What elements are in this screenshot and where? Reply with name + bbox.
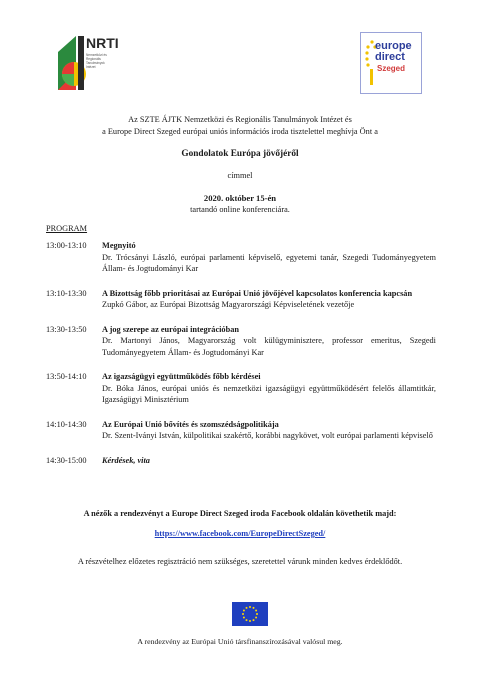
- intro-text: [30, 114, 450, 138]
- intro-line-2: a Europe Direct Szeged európai uniós információs iroda tisztelettel meghívja Önt a: [102, 127, 378, 136]
- agenda-item: [46, 324, 436, 359]
- agenda-topic: Az igazságügyi együttműködés főbb kérdései: [102, 372, 261, 381]
- event-title: Gondolatok Európa jövőjéről: [181, 149, 299, 159]
- agenda-time: 13:00-13:10: [46, 241, 87, 250]
- agenda-item: [46, 455, 436, 467]
- program-heading: PROGRAM: [46, 224, 88, 233]
- agenda-topic: Megnyitó: [102, 241, 136, 250]
- nrti-wordmark: NRTI: [86, 35, 119, 51]
- agenda-topic: A Bizottság főbb prioritásai az Európai Unió jövőjével kapcsolatos konferencia kapcsán: [102, 288, 413, 298]
- agenda-list: [46, 240, 436, 479]
- svg-text:Tanulmányok: Tanulmányok: [86, 61, 105, 65]
- agenda-time: 13:50-14:10: [46, 372, 87, 381]
- event-subtitle: címmel: [227, 171, 253, 180]
- registration-note: A részvételhez előzetes regisztráció nem szükséges, szeretettel várunk minden kedves érdeklődőt.: [77, 557, 403, 566]
- agenda-speaker: Dr. Martonyi János, Magyarország volt külügyminisztere, professor emeritus, Szegedi Tudományegyetem Állam- és Jogtudományi Kar: [102, 336, 436, 357]
- nrti-logo: [52, 32, 132, 92]
- facebook-link[interactable]: [30, 528, 450, 540]
- svg-text:Nemzetközi és: Nemzetközi és: [86, 53, 107, 57]
- direct-word: direct: [375, 51, 405, 63]
- facebook-link-text[interactable]: https://www.facebook.com/EuropeDirectSzeged/: [154, 529, 326, 538]
- europe-direct-logo: [360, 32, 422, 94]
- agenda-item: [46, 371, 436, 406]
- funding-note: A rendezvény az Európai Unió társfinanszírozásával valósul meg.: [137, 637, 343, 646]
- agenda-speaker: Zupkó Gábor, az Európai Bizottság Magyarországi Képviseletének vezetője: [102, 300, 355, 309]
- agenda-item: [46, 288, 436, 311]
- agenda-time: 13:10-13:30: [46, 288, 87, 298]
- agenda-time: 14:10-14:30: [46, 419, 87, 429]
- svg-text:Regionális: Regionális: [86, 57, 101, 61]
- agenda-item: [46, 240, 436, 275]
- eu-flag-icon: [232, 602, 268, 626]
- europe-word: europe: [375, 40, 412, 52]
- agenda-speaker: Dr. Szent-Iványi István, külpolitikai szakértő, korábbi nagykövet, volt európai parlamenti képviselő: [102, 431, 433, 440]
- szeged-word: Szeged: [377, 64, 406, 73]
- agenda-topic: Kérdések, vita: [102, 455, 150, 465]
- agenda-topic: Az Európai Unió bővítés és szomszédságpolitikája: [102, 419, 279, 429]
- conference-line: tartandó online konferenciára.: [190, 205, 290, 214]
- agenda-item: [46, 419, 436, 442]
- agenda-time: 13:30-13:50: [46, 324, 87, 334]
- svg-text:Intézet: Intézet: [86, 65, 96, 69]
- intro-line-1: Az SZTE ÁJTK Nemzetközi és Regionális Tanulmányok Intézet és: [128, 115, 352, 124]
- agenda-speaker: Dr. Bóka János, európai uniós és nemzetközi igazságügyi együttműködésért felelős államtitkár, Igazságügyi Minisztérium: [102, 383, 436, 404]
- facebook-info: A nézők a rendezvényt a Europe Direct Szeged iroda Facebook oldalán követhetik majd:: [83, 509, 397, 518]
- agenda-topic: A jog szerepe az európai integrációban: [102, 324, 239, 334]
- agenda-speaker: Dr. Trócsányi László, európai parlamenti képviselő, egyetemi tanár, Szegedi Tudományegyetem Állam- és Jogtudományi Kar: [102, 252, 436, 273]
- event-date: 2020. október 15-én: [203, 193, 277, 203]
- agenda-time: 14:30-15:00: [46, 455, 87, 465]
